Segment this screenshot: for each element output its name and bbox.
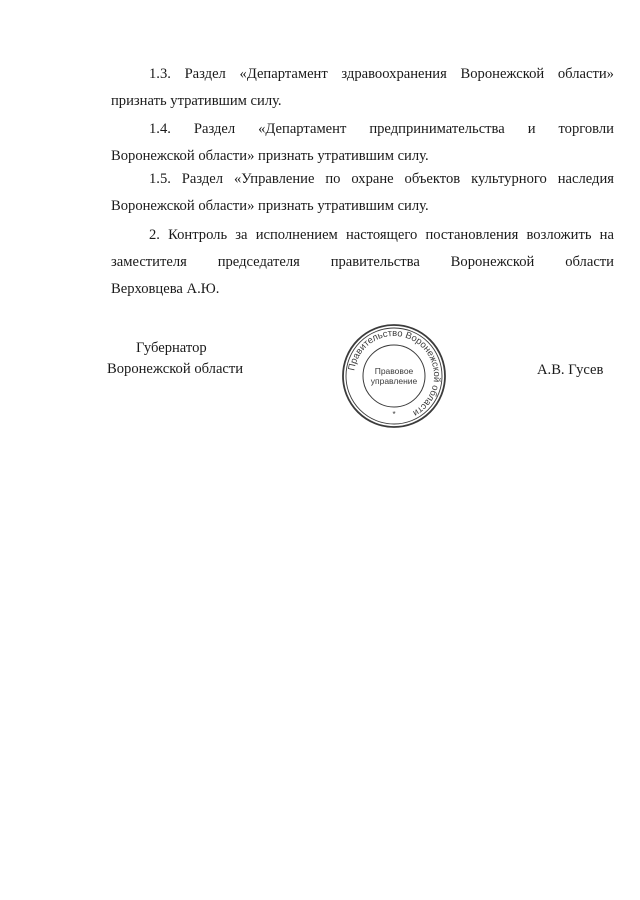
word: правительства	[330, 254, 420, 270]
paragraph-line	[111, 222, 614, 249]
word: торговли	[558, 121, 614, 137]
word: «Департамент	[258, 121, 347, 137]
paragraph-line	[111, 249, 614, 276]
word: Раздел	[181, 171, 224, 187]
word: Воронежской	[450, 254, 535, 270]
paragraph-line: признать утратившим силу.	[111, 93, 282, 109]
word: исполнением	[255, 227, 338, 243]
signatory-position	[107, 338, 243, 380]
signatory-name: А.В. Гусев	[537, 362, 604, 378]
paragraph-2	[111, 222, 614, 303]
word: 1.3.	[149, 66, 171, 82]
position-region: Воронежской области	[107, 361, 244, 377]
stamp-bottom-mark: *	[392, 410, 396, 419]
word: по	[325, 171, 341, 187]
word: Раздел	[193, 121, 236, 137]
word: культурного	[471, 171, 547, 187]
word: председателя	[217, 254, 300, 270]
paragraph-1-5	[111, 166, 614, 220]
word: наследия	[557, 171, 614, 187]
stamp-center-line2: управление	[370, 376, 418, 386]
word: объектов	[404, 171, 461, 187]
word: здравоохранения	[341, 66, 447, 82]
stamp-center-line1: Правовое	[374, 366, 414, 376]
paragraph-line	[111, 116, 614, 143]
paragraph-1-3	[111, 61, 614, 115]
word: Воронежской	[460, 66, 545, 82]
word: 1.4.	[149, 121, 171, 137]
word: и	[527, 121, 536, 137]
word: 2.	[149, 227, 160, 243]
word: предпринимательства	[369, 121, 505, 137]
word: Контроль	[168, 227, 228, 243]
word: за	[235, 227, 248, 243]
word: Раздел	[184, 66, 226, 82]
word: охране	[351, 171, 394, 187]
official-stamp	[340, 322, 448, 430]
word: области	[565, 254, 614, 270]
word: настоящего	[345, 227, 418, 243]
word: 1.5.	[149, 171, 171, 187]
paragraph-line	[111, 166, 614, 193]
word: области»	[557, 66, 614, 82]
paragraph-line: Верховцева А.Ю.	[111, 281, 220, 297]
word: на	[599, 227, 614, 243]
word: постановления	[425, 227, 519, 243]
paragraph-line: Воронежской области» признать утратившим силу.	[111, 198, 429, 214]
word: заместителя	[111, 254, 187, 270]
position-title: Губернатор	[136, 340, 207, 356]
word: возложить	[526, 227, 592, 243]
word: «Департамент	[239, 66, 328, 82]
stamp-ring-text-path: Правительство Воронежской области	[345, 326, 444, 420]
word: «Управление	[233, 171, 315, 187]
paragraph-line: Воронежской области» признать утратившим силу.	[111, 148, 429, 164]
paragraph-line	[111, 61, 614, 88]
paragraph-1-4	[111, 116, 614, 170]
